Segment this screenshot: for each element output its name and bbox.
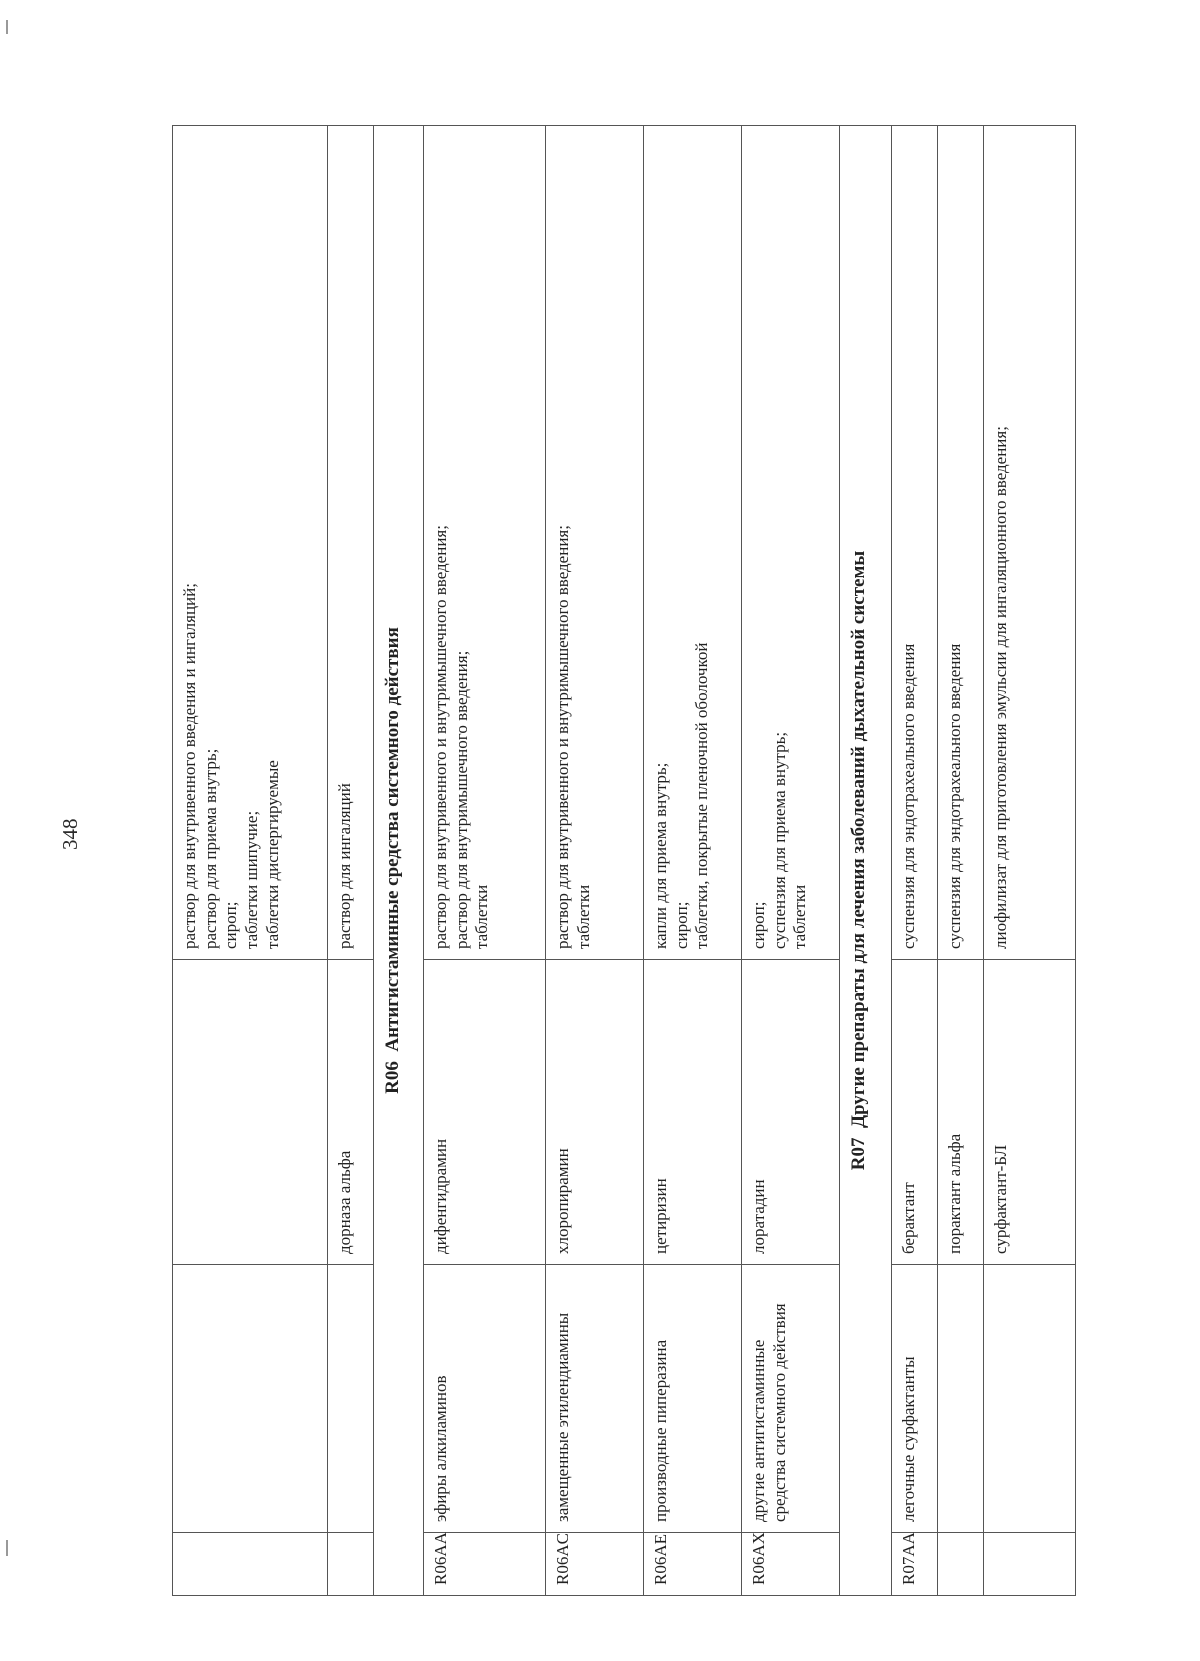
atc-code-cell [938, 1533, 984, 1596]
atc-code-cell: R07AA [892, 1533, 938, 1596]
dosage-form-line: раствор для внутримышечного введения; [451, 650, 471, 949]
group-code: R07 [848, 1137, 869, 1171]
group-header-row [374, 126, 424, 1596]
table-row [328, 126, 374, 1596]
dosage-forms-cell [938, 126, 984, 960]
rotated-table-container [172, 126, 1062, 1596]
dosage-form-line: суспензия для приема внутрь; [769, 731, 789, 949]
dosage-form-line: сироп; [671, 901, 691, 949]
group-name-cell: эфиры алкиламинов [424, 1265, 546, 1533]
group-header-cell [374, 126, 424, 1596]
dosage-form-line: таблетки шипучие; [242, 810, 262, 949]
scan-mark [6, 20, 8, 34]
table-row [984, 126, 1076, 1596]
group-title: Антигистаминные средства системного действия [382, 627, 403, 1052]
dosage-forms-cell [173, 126, 328, 960]
dosage-forms-cell [546, 126, 644, 960]
drug-name-cell: сурфактант-БЛ [984, 960, 1076, 1265]
dosage-form-line: лиофилизат для приготовления эмульсии для ингаляционного введения; [991, 426, 1010, 949]
group-name-cell: производные пиперазина [644, 1265, 742, 1533]
dosage-form-line: раствор для внутривенного и внутримышечного введения; [553, 525, 572, 949]
dosage-form-line: сироп; [221, 901, 241, 949]
group-name-cell: легочные сурфактанты [892, 1265, 938, 1533]
dosage-forms-cell [328, 126, 374, 960]
drug-name-cell: лоратадин [742, 960, 840, 1265]
atc-code-cell: R06AC [546, 1533, 644, 1596]
group-name-cell [328, 1265, 374, 1533]
drug-name-cell: дифенгидрамин [424, 960, 546, 1265]
dosage-forms-cell [424, 126, 546, 960]
atc-code-cell: R06AX [742, 1533, 840, 1596]
group-name-cell: замещенные этилендиамины [546, 1265, 644, 1533]
group-name-cell: другие антигистаминные средства системного действия [742, 1265, 840, 1533]
group-code: R06 [382, 1061, 403, 1094]
dosage-form-line: таблетки, покрытые пленочной оболочкой [692, 642, 712, 949]
table-row [424, 126, 546, 1596]
group-name-cell [938, 1265, 984, 1533]
atc-code-cell [984, 1533, 1076, 1596]
dosage-form-line: сироп; [749, 901, 768, 949]
group-name-cell [984, 1265, 1076, 1533]
dosage-form-line: раствор для приема внутрь; [200, 748, 220, 949]
drug-name-cell [173, 960, 328, 1265]
dosage-form-line: раствор для внутривенного введения и ингаляций; [180, 583, 199, 949]
group-header-cell [840, 126, 892, 1596]
table-row [742, 126, 840, 1596]
table-row [892, 126, 938, 1596]
dosage-forms-cell [742, 126, 840, 960]
page-number: 348 [58, 818, 82, 850]
dosage-form-line: таблетки [472, 884, 492, 949]
table-row [938, 126, 984, 1596]
dosage-form-line: таблетки диспергируемые [262, 760, 282, 949]
atc-code-cell [328, 1533, 374, 1596]
drug-name-cell: берактант [892, 960, 938, 1265]
drug-name-cell: порактант альфа [938, 960, 984, 1265]
drug-table-body [173, 126, 1076, 1596]
atc-code-cell: R06AE [644, 1533, 742, 1596]
table-row [173, 126, 328, 1596]
dosage-forms-cell [892, 126, 938, 960]
dosage-form-line: таблетки [790, 884, 810, 949]
drug-name-cell: хлоропирамин [546, 960, 644, 1265]
dosage-form-line: таблетки [573, 884, 593, 949]
table-row [644, 126, 742, 1596]
group-name-cell [173, 1265, 328, 1533]
dosage-form-line: капли для приема внутрь; [651, 762, 670, 949]
drug-table [172, 125, 1076, 1596]
dosage-form-line: суспензия для эндотрахеального введения [945, 643, 964, 949]
atc-code-cell: R06AA [424, 1533, 546, 1596]
atc-code-cell [173, 1533, 328, 1596]
dosage-forms-cell [644, 126, 742, 960]
group-header-row [840, 126, 892, 1596]
drug-name-cell: цетиризин [644, 960, 742, 1265]
table-row [546, 126, 644, 1596]
scan-mark [6, 1540, 8, 1556]
group-title: Другие препараты для лечения заболеваний дыхательной системы [848, 550, 869, 1129]
dosage-forms-cell [984, 126, 1076, 960]
dosage-form-line: суспензия для эндотрахеального введения [899, 643, 918, 949]
drug-name-cell: дорназа альфа [328, 960, 374, 1265]
dosage-form-line: раствор для ингаляций [335, 783, 354, 949]
dosage-form-line: раствор для внутривенного и внутримышечного введения; [431, 525, 450, 949]
